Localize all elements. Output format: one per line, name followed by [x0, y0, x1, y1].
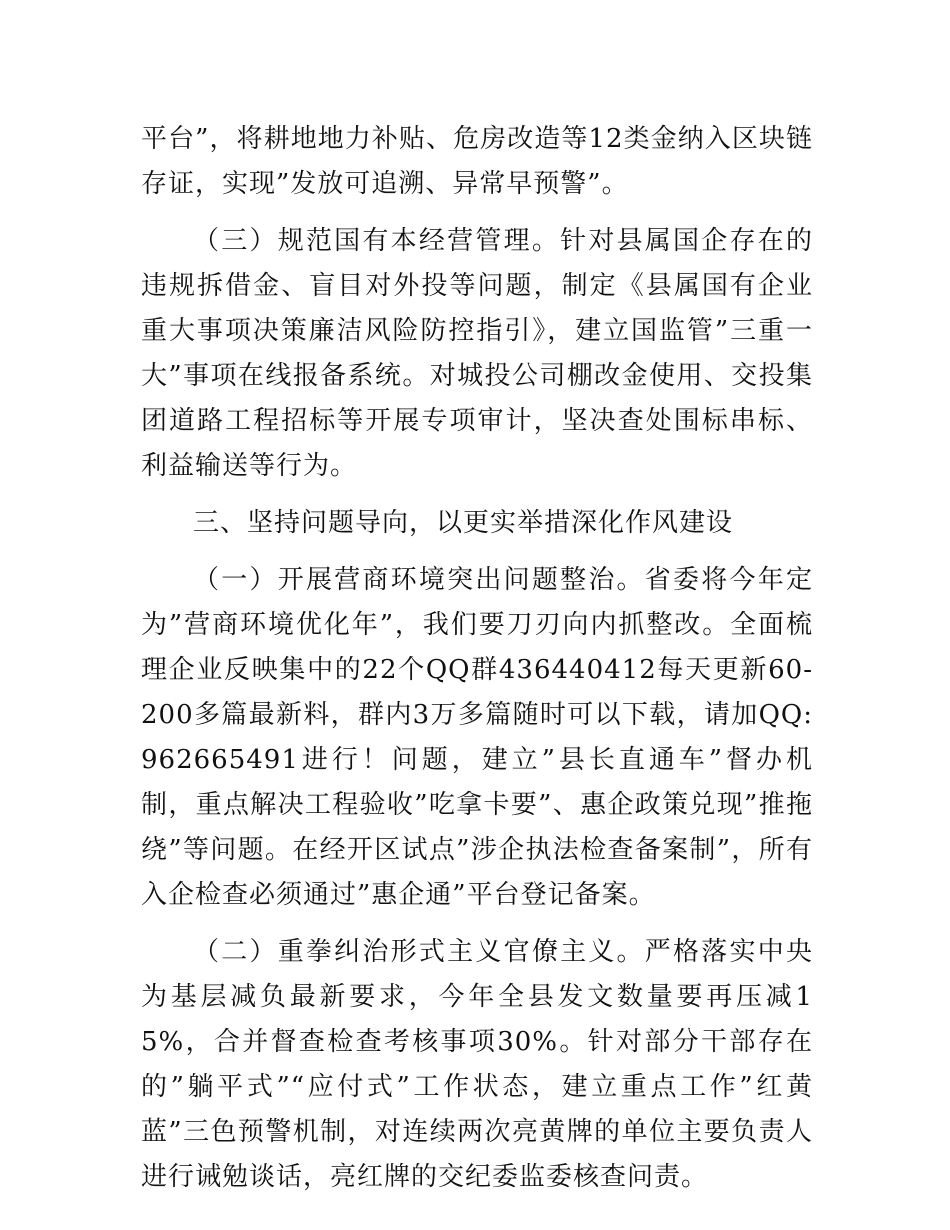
paragraph-business-environment: （一）开展营商环境突出问题整治。省委将今年定为”营商环境优化年”，我们要刀刃向内抓整改。全面梳理企业反映集中的22个QQ群436440412每天更新60-200多篇最新料，群内3万多篇随时可以下载，请加QQ:962665491进行！问题，建立”县长直通车”督办机制，重点解决工程验收”吃拿卡要”、惠企政策兑现”推拖绕”等问题。在经开区试点”涉企执法检查备案制”，所有入企检查必须通过”惠企通”平台登记备案。: [141, 565, 813, 910]
paragraph-formalism-bureaucratism: （二）重拳纠治形式主义官僚主义。严格落实中央为基层减负最新要求，今年全县发文数量要再压减15%，合并督查检查考核事项30%。针对部分干部存在的”躺平式”“应付式”工作状态，建立重点工作”红黄蓝”三色预警机制，对连续两次亮黄牌的单位主要负责人进行诫勉谈话，亮红牌的交纪委监委核查问责。: [141, 937, 813, 1192]
paragraph-continuation: 平台”，将耕地地力补贴、危房改造等12类金纳入区块链存证，实现”发放可追溯、异常早预警”。: [141, 124, 813, 199]
paragraph-section-3-state-capital: （三）规范国有本经营管理。针对县属国企存在的违规拆借金、盲目对外投等问题，制定《县属国有企业重大事项决策廉洁风险防控指引》，建立国监管”三重一大”事项在线报备系统。对城投公司棚改金使用、交投集团道路工程招标等开展专项审计，坚决查处围标串标、利益输送等行为。: [141, 226, 813, 481]
document-body: [141, 117, 813, 1200]
section-heading-3: 三、坚持问题导向，以更实举措深化作风建设: [193, 508, 734, 538]
